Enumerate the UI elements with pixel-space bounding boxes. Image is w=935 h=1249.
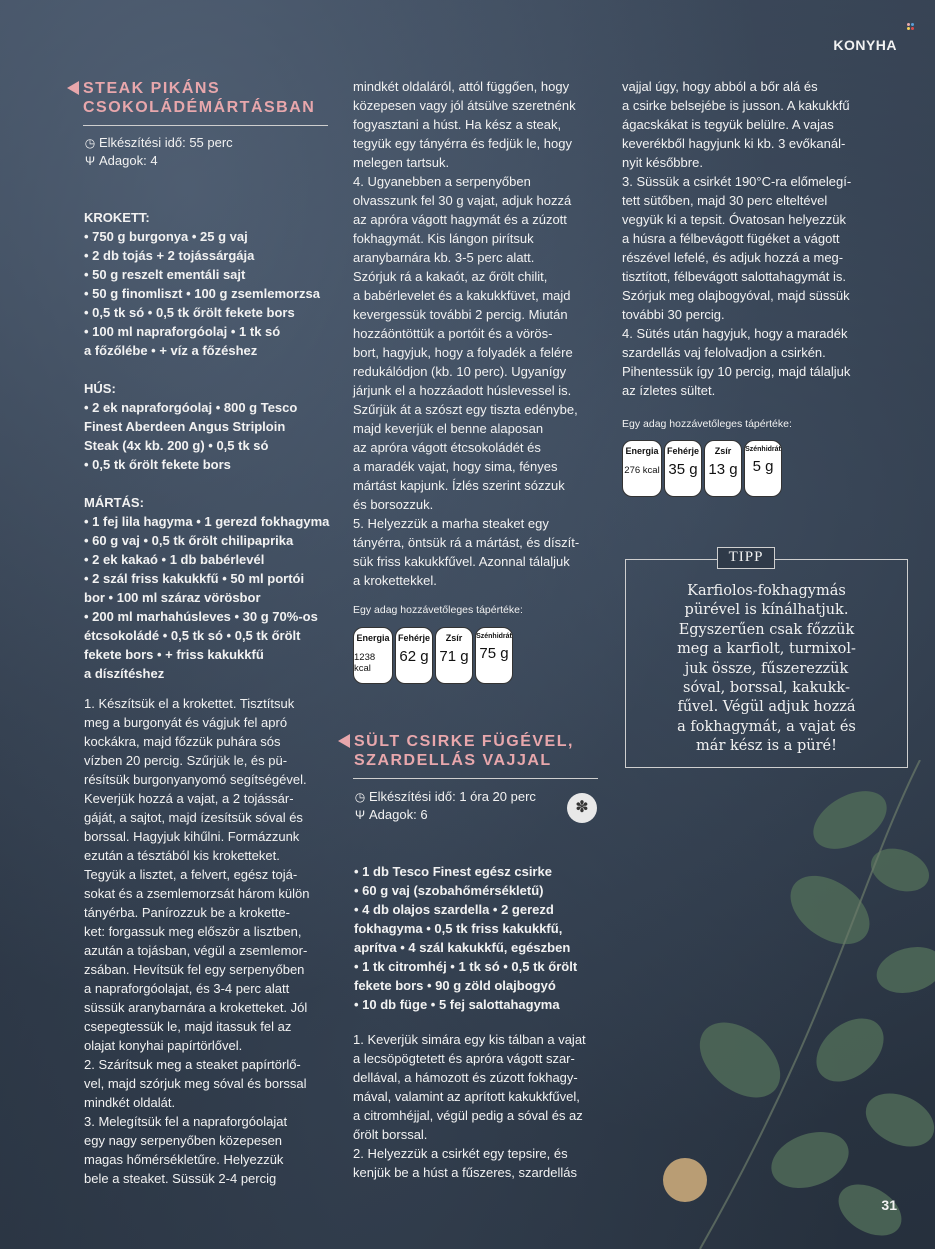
step-line: bele a steaket. Süssük 2-4 percig bbox=[84, 1171, 277, 1186]
tip-line: már kész is a püré! bbox=[696, 738, 837, 755]
nutrition-value: 35 g bbox=[668, 461, 698, 478]
ingredient-line: • 200 ml marhahúsleves • 30 g 70%-os bbox=[84, 609, 318, 624]
step-line: csepegtessük le, majd itassuk fel az bbox=[84, 1019, 292, 1034]
step-line: azután a tojásban, végül a zsemlemor- bbox=[84, 943, 308, 958]
recipe1-title-line1: STEAK PIKÁNS bbox=[83, 80, 221, 97]
step-line: kenjük be a húst a fűszeres, szardellás bbox=[353, 1165, 578, 1180]
step-line: tisztított, félbevágott salottahagymát is. bbox=[622, 269, 847, 284]
step-line: vegyük ki a tepsit. Óvatosan helyezzük bbox=[622, 212, 847, 227]
step-line: Pihentessük így 10 percig, majd tálaljuk bbox=[622, 364, 851, 379]
nutrition-protein bbox=[395, 627, 433, 684]
step-line: tányérra, öntsük rá a mártást, és díszít- bbox=[353, 535, 580, 550]
recipe1-ingredients bbox=[84, 208, 344, 683]
ingredient-line: • 60 g vaj • 0,5 tk őrölt chilipaprika bbox=[84, 533, 294, 548]
nutrition-protein bbox=[664, 440, 702, 497]
recipe2-divider bbox=[353, 778, 598, 779]
ingredient-line: KROKETT: bbox=[84, 210, 150, 225]
step-line: borssal. Hagyjuk kihűlni. Formázzunk bbox=[84, 829, 300, 844]
step-line: Szórjuk meg olajbogyóval, majd süssük bbox=[622, 288, 850, 303]
step-line: és borsozzuk. bbox=[353, 497, 434, 512]
step-line: 4. Sütés után hagyjuk, hogy a maradék bbox=[622, 326, 848, 341]
tip-line: sóval, borssal, kakukk- bbox=[683, 680, 850, 697]
nutrition-value: 13 g bbox=[708, 461, 738, 478]
tip-line: Egyszerűen csak főzzük bbox=[678, 621, 855, 638]
ingredient-line: • 1 db Tesco Finest egész csirke bbox=[354, 864, 552, 879]
nutrition-energy bbox=[622, 440, 662, 497]
recipe1-title-line2: CSOKOLÁDÉMÁRTÁSBAN bbox=[83, 99, 316, 116]
step-line: gáját, a sajtot, majd ízesítsük sóval és bbox=[84, 810, 303, 825]
step-line: 4. Ugyanebben a serpenyőben bbox=[353, 174, 531, 189]
nutrition-label: Energia bbox=[625, 446, 659, 456]
step-line: vel, majd szórjuk meg sóval és borssal bbox=[84, 1076, 307, 1091]
step-line: további 30 percig. bbox=[622, 307, 725, 322]
step-line: a csirke belsejébe is jusson. A kakukkfű bbox=[622, 98, 850, 113]
step-line: résítsük burgonyanyomó segítségével. bbox=[84, 772, 307, 787]
recipe1-title bbox=[83, 79, 328, 117]
step-line: 5. Helyezzük a marha steaket egy bbox=[353, 516, 549, 531]
nutrition-carbs bbox=[744, 440, 782, 497]
step-line: zsában. Hevítsük fel egy serpenyőben bbox=[84, 962, 305, 977]
step-line: mártást kapjunk. Ízlés szerint sózzuk bbox=[353, 478, 565, 493]
recipe1-steps-col1 bbox=[84, 694, 346, 1188]
ingredient-line: • 2 ek napraforgóolaj • 800 g Tesco bbox=[84, 400, 298, 415]
ingredient-line: MÁRTÁS: bbox=[84, 495, 144, 510]
tip-line: Karfiolos-fokhagymás bbox=[687, 583, 846, 599]
recipe2-meta bbox=[354, 788, 536, 824]
step-line: olvasszunk fel 30 g vajat, adjuk hozzá bbox=[353, 193, 572, 208]
nutrition-label: Zsír bbox=[714, 446, 732, 456]
ingredient-line: fekete bors • + friss kakukkfű bbox=[84, 647, 264, 662]
recipe2-nutrition-table bbox=[622, 440, 782, 497]
step-line: melegen tartsuk. bbox=[353, 155, 450, 170]
step-line: 3. Melegítsük fel a napraforgóolajat bbox=[84, 1114, 288, 1129]
step-line: Tegyük a lisztet, a felvert, egész tojá- bbox=[84, 867, 298, 882]
tip-line: pürével is kínálhatjuk. bbox=[684, 602, 849, 619]
cutlery-icon: Ψ bbox=[354, 808, 366, 822]
page-number: 31 bbox=[881, 1197, 897, 1213]
cutlery-icon: Ψ bbox=[84, 154, 96, 168]
ingredient-line: • 0,5 tk só • 0,5 tk őrölt fekete bors bbox=[84, 305, 295, 320]
ingredient-line: fekete bors • 90 g zöld olajbogyó bbox=[354, 978, 556, 993]
step-line: mindkét oldalát. bbox=[84, 1095, 176, 1110]
recipe2-servings: Adagok: 6 bbox=[369, 807, 428, 822]
nutrition-label: Fehérje bbox=[666, 446, 699, 456]
nutrition-energy bbox=[353, 627, 393, 684]
nutrition-value: 1238 kcal bbox=[354, 652, 376, 674]
ingredient-line: • 1 fej lila hagyma • 1 gerezd fokhagyma bbox=[84, 514, 330, 529]
step-line: redukálódjon (kb. 10 perc). Ugyanígy bbox=[353, 364, 567, 379]
step-line: az apróra vágott étcsokoládét és bbox=[353, 440, 541, 455]
tip-line: meg a karfiolt, turmixol- bbox=[677, 641, 856, 658]
recipe1-steps-col2 bbox=[353, 77, 615, 590]
step-line: fogyasztani a húst. Ha kész a steak, bbox=[353, 117, 562, 132]
ingredient-line: • 2 ek kakaó • 1 db babérlevél bbox=[84, 552, 265, 567]
section-arrow-icon bbox=[338, 734, 350, 748]
step-line: vízben 20 percig. Szűrjük le, és pü- bbox=[84, 753, 288, 768]
step-line: Keverjük hozzá a vajat, a 2 tojássár- bbox=[84, 791, 294, 806]
recipe2-prep-time: Elkészítési idő: 1 óra 20 perc bbox=[369, 789, 536, 804]
step-line: Szűrjük át a szószt egy tiszta edénybe, bbox=[353, 402, 578, 417]
eucalyptus-decoration bbox=[600, 760, 935, 1249]
ingredient-line: • 750 g burgonya • 25 g vaj bbox=[84, 229, 248, 244]
step-line: majd keverjük el benne alaposan bbox=[353, 421, 544, 436]
ingredient-line: a főzőlébe • + víz a főzéshez bbox=[84, 343, 258, 358]
recipe2-ingredients bbox=[354, 862, 616, 1014]
step-line: vajjal úgy, hogy abból a bőr alá és bbox=[622, 79, 818, 94]
step-line: hozzáöntöttük a portóit és a vörös- bbox=[353, 326, 553, 341]
step-line: a maradék vajat, hogy sima, fényes bbox=[353, 459, 558, 474]
nutrition-label: Szénhidrát bbox=[745, 446, 781, 453]
step-line: mával, valamint az aprított kakukkfűvel, bbox=[353, 1089, 580, 1104]
step-line: a krokettekkel. bbox=[353, 573, 437, 588]
recipe2-steps-col3 bbox=[622, 77, 902, 400]
step-line: sokat és a zsemlemorzsát három külön bbox=[84, 886, 310, 901]
step-line: 3. Süssük a csirkét 190°C-ra előmelegí- bbox=[622, 174, 852, 189]
step-line: ket: forgassuk meg először a lisztben, bbox=[84, 924, 302, 939]
step-line: süssük aranybarnára a kroketteket. Jól bbox=[84, 1000, 308, 1015]
step-line: szardellás vaj felolvadjon a csirkén. bbox=[622, 345, 826, 360]
spacer bbox=[84, 360, 344, 379]
nutrition-fat bbox=[435, 627, 473, 684]
ingredient-line: • 100 ml napraforgóolaj • 1 tk só bbox=[84, 324, 281, 339]
ingredient-line: a díszítéshez bbox=[84, 666, 165, 681]
ingredient-line: Finest Aberdeen Angus Striploin bbox=[84, 419, 286, 434]
step-line: 2. Szárítsuk meg a steaket papírtörlő- bbox=[84, 1057, 301, 1072]
step-line: 1. Keverjük simára egy kis tálban a vajat bbox=[353, 1032, 586, 1047]
recipe1-servings: Adagok: 4 bbox=[99, 153, 158, 168]
recipe2-title bbox=[354, 732, 599, 770]
step-line: a napraforgóolajat, és 3-4 perc alatt bbox=[84, 981, 290, 996]
ingredient-line: bor • 100 ml száraz vörösbor bbox=[84, 590, 261, 605]
step-line: Szórjuk rá a kakaót, az őrölt chilit, bbox=[353, 269, 548, 284]
step-line: a babérlevelet és a kakukkfüvet, majd bbox=[353, 288, 571, 303]
step-line: a húsra a félbevágott fügéket a vágott bbox=[622, 231, 840, 246]
step-line: egy nagy serpenyőben közepesen bbox=[84, 1133, 283, 1148]
recipe1-divider bbox=[83, 125, 328, 126]
step-line: sük friss kakukkfűvel. Azonnal tálaljuk bbox=[353, 554, 570, 569]
step-line: ezután a tésztából kis kroketteket. bbox=[84, 848, 280, 863]
step-line: bort, hagyjuk, hogy a folyadék a felére bbox=[353, 345, 573, 360]
ingredient-line: Steak (4x kb. 200 g) • 0,5 tk só bbox=[84, 438, 269, 453]
clock-icon: ◷ bbox=[354, 790, 366, 804]
vegan-icon: ✽ bbox=[567, 793, 597, 823]
nutrition-label: Szénhidrát bbox=[476, 633, 512, 640]
ingredient-line: • 10 db füge • 5 fej salottahagyma bbox=[354, 997, 560, 1012]
nutrition-label: Energia bbox=[356, 633, 390, 643]
ingredient-line: • 0,5 tk őrölt fekete bors bbox=[84, 457, 231, 472]
step-line: nyit későbbre. bbox=[622, 155, 703, 170]
recipe1-nutrition-caption: Egy adag hozzávetőleges tápértéke: bbox=[353, 604, 523, 616]
step-line: 1. Készítsük el a krokettet. Tisztítsuk bbox=[84, 696, 295, 711]
spacer bbox=[84, 474, 344, 493]
ingredient-line: HÚS: bbox=[84, 381, 116, 396]
recipe1-meta bbox=[84, 134, 233, 170]
tip-line: fűvel. Végül adjuk hozzá bbox=[677, 699, 856, 716]
step-line: a lecsöpögtetett és apróra vágott szar- bbox=[353, 1051, 575, 1066]
step-line: az apróra vágott hagymát és a zúzott bbox=[353, 212, 567, 227]
nutrition-label: Fehérje bbox=[397, 633, 430, 643]
nutrition-value: 276 kcal bbox=[624, 465, 660, 476]
step-line: olajat konyhai papírtörlővel. bbox=[84, 1038, 243, 1053]
recipe1-nutrition-table bbox=[353, 627, 513, 684]
step-line: fokhagymát. Kis lángon pirítsuk bbox=[353, 231, 534, 246]
ingredient-line: • 2 szál friss kakukkfű • 50 ml portói bbox=[84, 571, 305, 586]
nutrition-value: 5 g bbox=[752, 458, 774, 475]
logo-icon bbox=[907, 23, 915, 31]
nutrition-value: 71 g bbox=[439, 648, 469, 665]
ingredient-line: • 4 db olajos szardella • 2 gerezd bbox=[354, 902, 554, 917]
step-line: magas hőmérsékletűre. Helyezzük bbox=[84, 1152, 284, 1167]
nutrition-carbs bbox=[475, 627, 513, 684]
step-line: tett sütőben, majd 30 perc elteltével bbox=[622, 193, 828, 208]
tip-line: a fokhagymát, a vajat és bbox=[677, 718, 856, 735]
nutrition-fat bbox=[704, 440, 742, 497]
recipe1-prep-time: Elkészítési idő: 55 perc bbox=[99, 135, 233, 150]
recipe2-title-line1: SÜLT CSIRKE FÜGÉVEL, bbox=[354, 733, 574, 750]
step-line: aranybarnára kb. 3-5 perc alatt. bbox=[353, 250, 535, 265]
step-line: kevergessük további 2 percig. Miután bbox=[353, 307, 568, 322]
nutrition-value: 75 g bbox=[479, 645, 509, 662]
step-line: kockákra, majd főzzük puhára sós bbox=[84, 734, 281, 749]
step-line: járjunk el a hozzáadott húslevessel is. bbox=[353, 383, 572, 398]
step-line: közepesen vagy jól átsülve szeretnénk bbox=[353, 98, 576, 113]
step-line: a citromhéjjal, végül pedig a sóval és az bbox=[353, 1108, 583, 1123]
ingredient-line: étcsokoládé • 0,5 tk só • 0,5 tk őrölt bbox=[84, 628, 301, 643]
step-line: tányérba. Panírozzuk be a krokette- bbox=[84, 905, 290, 920]
step-line: 2. Helyezzük a csirkét egy tepsire, és bbox=[353, 1146, 568, 1161]
nutrition-value: 62 g bbox=[399, 648, 429, 665]
ingredient-line: • 2 db tojás + 2 tojássárgája bbox=[84, 248, 255, 263]
ingredient-line: • 50 g reszelt ementáli sajt bbox=[84, 267, 246, 282]
recipe2-steps-col2 bbox=[353, 1030, 615, 1182]
ingredient-line: • 50 g finomliszt • 100 g zsemlemorzsa bbox=[84, 286, 320, 301]
section-arrow-icon bbox=[67, 81, 79, 95]
section-label: KONYHA bbox=[833, 37, 897, 53]
step-line: az ízletes sültet. bbox=[622, 383, 716, 398]
recipe2-title-line2: SZARDELLÁS VAJJAL bbox=[354, 752, 552, 769]
tip-line: juk össze, fűszerezzük bbox=[684, 660, 849, 677]
ingredient-line: aprítva • 4 szál kakukkfű, egészben bbox=[354, 940, 571, 955]
nutrition-label: Zsír bbox=[445, 633, 463, 643]
tip-text bbox=[630, 582, 903, 757]
ingredient-line: • 1 tk citromhéj • 1 tk só • 0,5 tk őrölt bbox=[354, 959, 578, 974]
step-line: dellával, a hámozott és zúzott fokhagy- bbox=[353, 1070, 578, 1085]
ingredient-line: • 60 g vaj (szobahőmérsékletű) bbox=[354, 883, 544, 898]
step-line: tegyük egy tányérra és fedjük le, hogy bbox=[353, 136, 572, 151]
recipe2-nutrition-caption: Egy adag hozzávetőleges tápértéke: bbox=[622, 418, 792, 430]
step-line: őrölt borssal. bbox=[353, 1127, 428, 1142]
step-line: ágacskákat is tegyük belülre. A vajas bbox=[622, 117, 834, 132]
step-line: mindkét oldaláról, attól függően, hogy bbox=[353, 79, 570, 94]
clock-icon: ◷ bbox=[84, 136, 96, 150]
step-line: részével lefelé, és adjuk hozzá a meg- bbox=[622, 250, 844, 265]
ingredient-line: fokhagyma • 0,5 tk friss kakukkfű, bbox=[354, 921, 563, 936]
step-line: keverékből hagyjunk ki kb. 3 evőkanál- bbox=[622, 136, 846, 151]
step-line: meg a burgonyát és vágjuk fel apró bbox=[84, 715, 288, 730]
tip-label: TIPP bbox=[717, 547, 775, 569]
